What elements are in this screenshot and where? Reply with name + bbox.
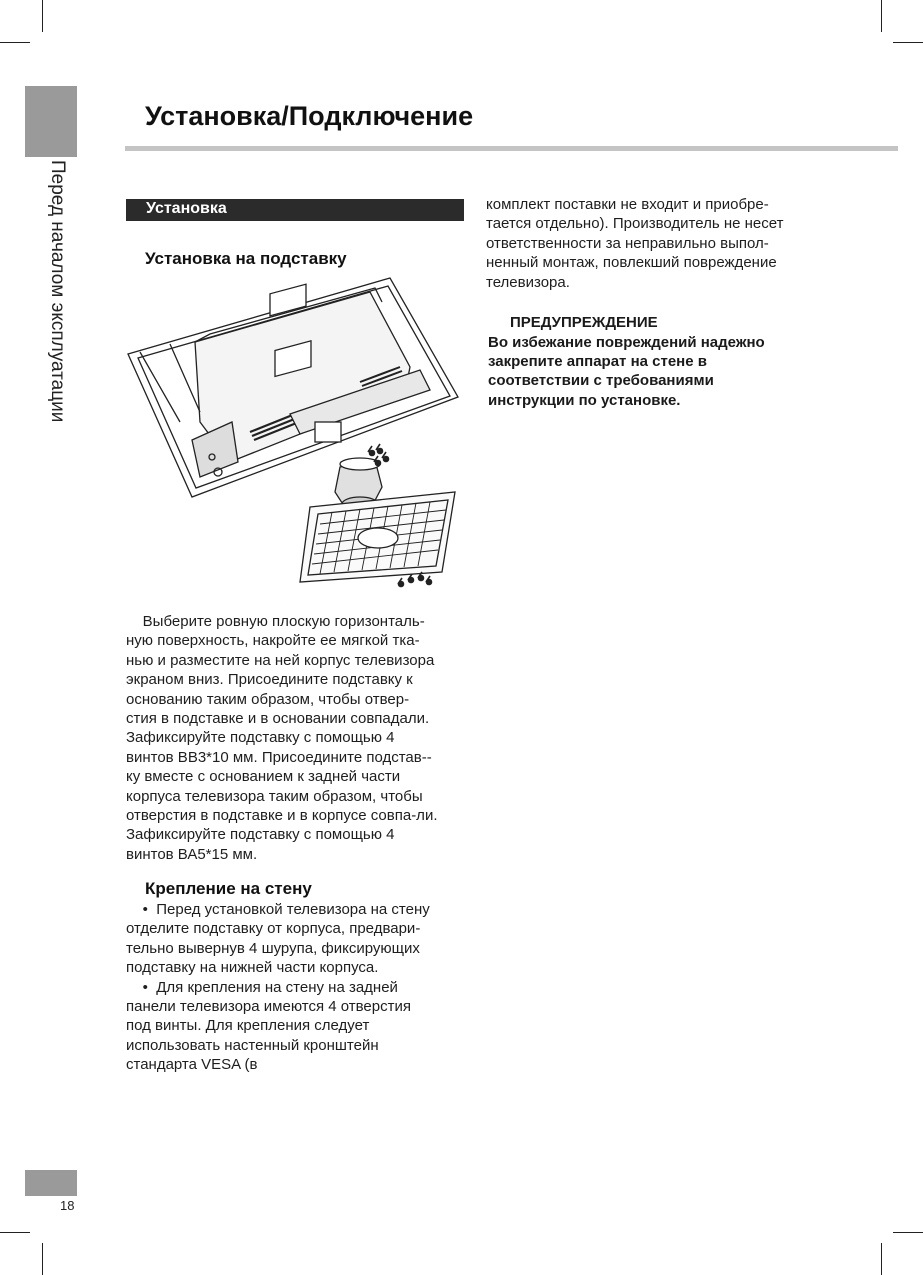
text-line: использовать настенный кронштейн (126, 1036, 379, 1054)
text-line: ответственности за неправильно выпол- (486, 234, 769, 252)
text-line: подставку на нижней части корпуса. (126, 959, 379, 977)
warning-title: ПРЕДУПРЕЖДЕНИЕ (510, 314, 658, 331)
text-line: комплект поставки не входит и приобре- (486, 196, 769, 213)
warning-line: Во избежание повреждений надежно (488, 334, 765, 351)
text-line: ную поверхность, накройте ее мягкой тка- (126, 632, 420, 650)
wall-heading: Крепление на стену (145, 879, 312, 898)
text-line: • Для крепления на стену на задней (126, 978, 398, 996)
wall-instructions-continued (486, 195, 783, 292)
crop-mark (881, 0, 882, 32)
section-label: Установка (146, 200, 227, 217)
crop-mark (881, 1243, 882, 1275)
wall-instructions (126, 900, 430, 1075)
text-line: корпуса телевизора таким образом, чтобы (126, 787, 423, 805)
text-line: Зафиксируйте подставку с помощью 4 (126, 729, 395, 747)
text-line: Выберите ровную плоскую горизонталь- (126, 613, 425, 630)
text-line: Зафиксируйте подставку с помощью 4 (126, 826, 395, 844)
text-line: винтов ВА5*15 мм. (126, 845, 258, 863)
text-line: винтов ВВ3*10 мм. Присоедините подстав-- (126, 748, 432, 766)
text-line: основанию таким образом, чтобы отвер- (126, 690, 410, 708)
section-header (126, 199, 464, 221)
page-title: Установка/Подключение (145, 101, 474, 131)
crop-mark (42, 0, 43, 32)
text-line: тается отдельно). Производитель не несет (486, 215, 784, 233)
text-line: экраном вниз. Присоедините подставку к (126, 671, 413, 689)
stand-heading: Установка на подставку (145, 249, 347, 268)
stand-hub (358, 528, 398, 548)
text-line: телевизора. (486, 273, 570, 291)
chapter-tab (25, 86, 77, 157)
text-line: ку вместе с основанием к задней части (126, 768, 401, 786)
crop-mark (0, 42, 30, 43)
text-line: ненный монтаж, повлекший повреждение (486, 254, 777, 272)
text-line: нью и разместите на ней корпус телевизора (126, 651, 435, 669)
text-line: отверстия в подставке и в корпусе совпа-ли. (126, 807, 438, 825)
title-divider (125, 146, 898, 151)
crop-mark (42, 1243, 43, 1275)
text-line: отделите подставку от корпуса, предвари- (126, 920, 421, 938)
warning-line: закрепите аппарат на стене в (488, 353, 707, 371)
text-line: • Перед установкой телевизора на стену (126, 901, 430, 918)
text-line: тельно вывернув 4 шурупа, фиксирующих (126, 939, 420, 957)
chapter-label: Перед началом эксплуатации (47, 160, 68, 423)
crop-mark (893, 1232, 923, 1233)
stand-instructions (126, 612, 437, 864)
stand-mount (315, 422, 341, 442)
page-tab (25, 1170, 77, 1196)
crop-mark (0, 1232, 30, 1233)
warning-line: соответствии с требованиями (488, 372, 714, 390)
warning-text (488, 333, 765, 410)
text-line: стандарта VESA (в (126, 1056, 258, 1074)
text-line: стия в подставке и в основании совпадали. (126, 710, 430, 728)
text-line: панели телевизора имеются 4 отверстия (126, 998, 411, 1016)
warning-line: инструкции по установке. (488, 391, 681, 409)
page-number: 18 (60, 1198, 75, 1213)
tv-stand-illustration (120, 272, 470, 592)
crop-mark (893, 42, 923, 43)
text-line: под винты. Для крепления следует (126, 1017, 370, 1035)
